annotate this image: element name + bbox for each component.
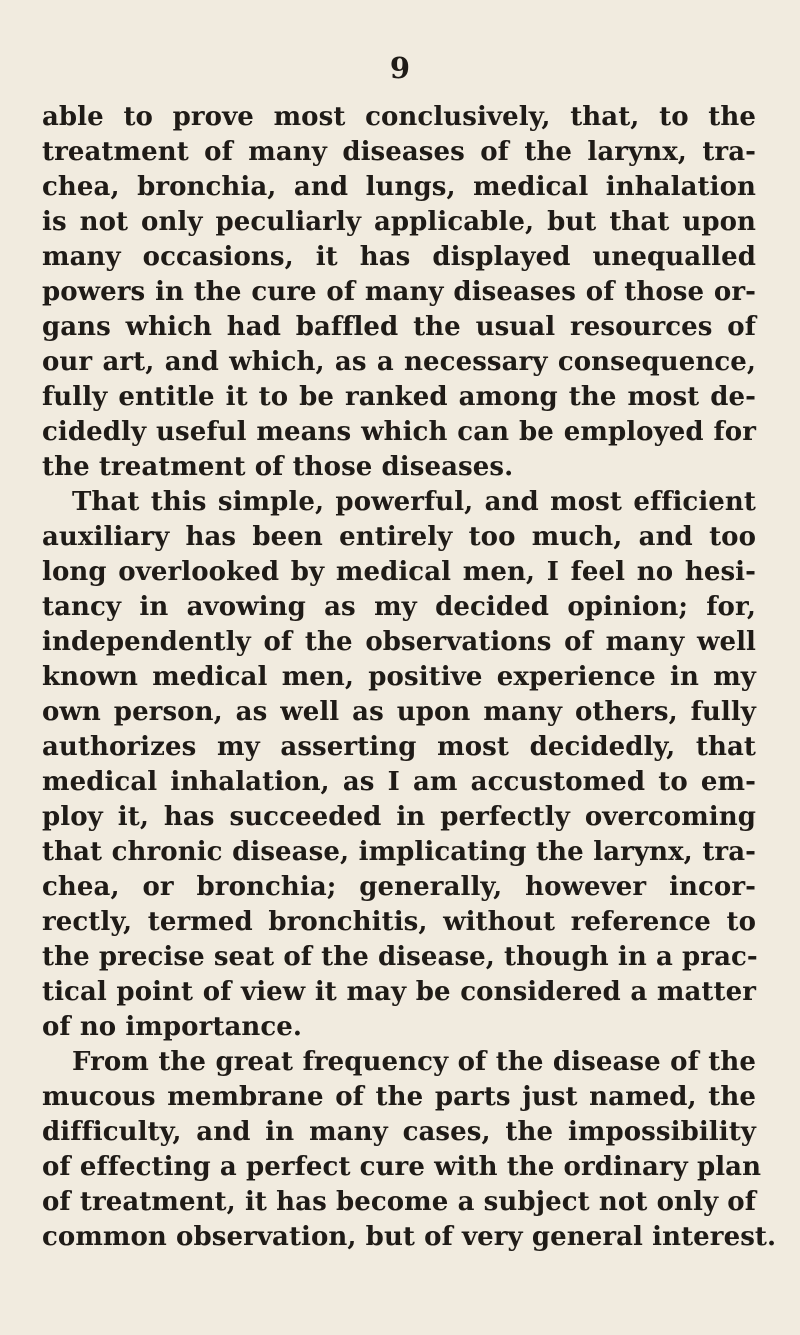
paragraph-start-line: That this simple, powerful, and most efficient (72, 487, 756, 517)
text-line: own person, as well as upon many others, fully (42, 697, 756, 727)
text-line: powers in the cure of many diseases of those or- (42, 277, 756, 307)
text-line: many occasions, it has displayed unequalled (42, 242, 756, 272)
text-line: the precise seat of the disease, though in a prac- (42, 942, 758, 972)
text-line: known medical men, positive experience in my (42, 662, 756, 692)
text-line: is not only peculiarly applicable, but that upon (42, 207, 756, 237)
text-line: of effecting a perfect cure with the ordinary plan (42, 1152, 762, 1182)
text-line: authorizes my asserting most decidedly, that (42, 732, 756, 762)
text-line: gans which had baffled the usual resources of (42, 312, 756, 342)
text-line: tancy in avowing as my decided opinion; for, (42, 592, 756, 622)
text-line: rectly, termed bronchitis, without reference to (42, 907, 756, 937)
text-line: that chronic disease, implicating the larynx, tra- (42, 837, 756, 867)
text-line: medical inhalation, as I am accustomed to em- (42, 767, 756, 797)
text-line: auxiliary has been entirely too much, and too (42, 522, 756, 552)
text-line: ploy it, has succeeded in perfectly overcoming (42, 802, 756, 832)
paragraph-start-line: From the great frequency of the disease of the (72, 1047, 756, 1077)
text-line: long overlooked by medical men, I feel no hesi- (42, 557, 756, 587)
page-number: 9 (389, 51, 411, 85)
text-line: the treatment of those diseases. (42, 452, 514, 482)
text-line: mucous membrane of the parts just named, the (42, 1082, 756, 1112)
text-line: cidedly useful means which can be employed for (42, 417, 756, 447)
text-line: treatment of many diseases of the larynx, tra- (42, 137, 756, 167)
text-line: chea, bronchia, and lungs, medical inhalation (42, 172, 756, 202)
text-line: difficulty, and in many cases, the impossibility (42, 1117, 756, 1147)
text-line: tical point of view it may be considered a matter (42, 977, 756, 1007)
text-line: fully entitle it to be ranked among the most de- (42, 382, 756, 412)
text-line: our art, and which, as a necessary consequence, (42, 347, 756, 377)
text-line: of no importance. (42, 1012, 303, 1042)
text-line: independently of the observations of many well (42, 627, 756, 657)
text-line: chea, or bronchia; generally, however incor- (42, 872, 756, 902)
text-line: of treatment, it has become a subject not only of (42, 1187, 756, 1217)
text-line: able to prove most conclusively, that, to the (42, 102, 756, 132)
text-line: common observation, but of very general interest. (42, 1222, 777, 1252)
